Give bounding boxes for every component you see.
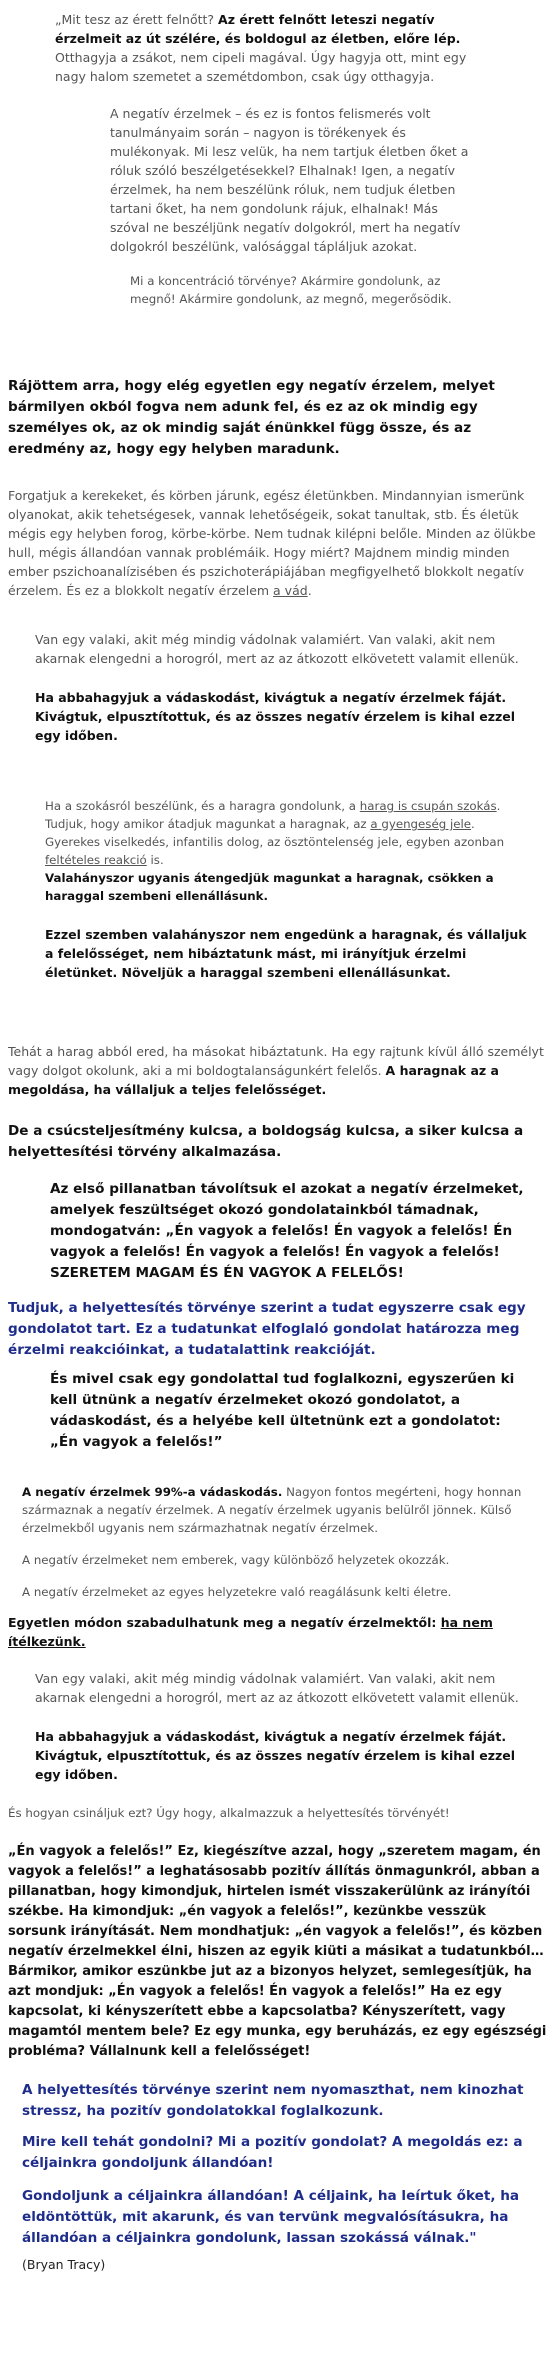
blue-text: határozza meg érzelmi reakcióinkat, a tudatalattink reakcióját. <box>8 1321 520 1358</box>
paragraph-text: . Tudjuk, hogy amikor átadjuk magunkat a haragnak, az <box>45 799 501 831</box>
paragraph: Van egy valaki, akit még mindig vádolnak valamiért. Van valaki, akit nem akarnak elengedni a horogról, mert az az átkozott elkövetett valamit ellenük. <box>35 1671 519 1705</box>
section-heading: De a csúcsteljesítmény kulcsa, a boldogság kulcsa, a siker kulcsa a helyettesítési törvény alkalmazása. <box>8 1123 524 1160</box>
paragraph <box>45 797 530 905</box>
author-line: (Bryan Tracy) <box>22 2257 106 2272</box>
bold-paragraph: És mivel csak egy gondolattal tud foglalkozni, egyszerűen ki kell ütnünk a negatív érzelmeket okozó gondolatot, a vádaskodást, és a helyébe kell ültetnünk ezt a gondolatot: „Én vagyok a felelős!” <box>50 1371 515 1450</box>
bold-text: Ezzel szemben valahányszor nem engedünk a haragnak, és vállaljuk a felelősséget, nem hibáztatunk mást, mi irányítjuk érzelmi életünket. Növeljük a haraggal szembeni ellenállásunkat. <box>45 927 527 980</box>
blue-paragraph <box>8 1298 548 1361</box>
bold-text: Egyetlen módon szabadulhatunk meg a negatív érzelmektől: <box>8 1615 441 1630</box>
paragraph-text: Nagyon fontos megérteni, hogy honnan származnak a negatív érzelmek. A negatív érzelmek ugyanis belülről jönnek. Külső érzelmekből ugyanis nem származhatnak negatív érzelmek. <box>22 1485 522 1535</box>
paragraph-text: Tehát a harag abból ered, ha másokat hibáztatunk. Ha egy rajtunk kívül álló személyt vagy dolgot okolunk, aki a mi boldogtalanságunkért felelős. <box>8 1044 544 1078</box>
quote-text: „Mit tesz az érett felnőtt? <box>55 12 219 27</box>
paragraph-text: . <box>307 583 312 598</box>
link-a-vad[interactable]: a vád <box>273 583 308 598</box>
quote-emphasis: Az érett felnőtt leteszi negatív érzelmeit az út szélére, és boldogul az életben, előre lép. <box>55 12 461 46</box>
bold-paragraph <box>45 925 530 982</box>
paragraph-text: Ha a szokásról beszélünk, és a haragra gondolunk, a <box>45 799 360 813</box>
paragraph: És hogyan csináljuk ezt? Úgy hogy, alkalmazzuk a helyettesítés törvényét! <box>8 1806 450 1820</box>
paragraph: A negatív érzelmeket nem emberek, vagy különböző helyzetek okozzák. <box>22 1553 450 1567</box>
bold-text: Ha abbahagyjuk a vádaskodást, kivágtuk a negatív érzelmek fáját. Kivágtuk, elpusztítottuk, és az összes negatív érzelem is kihal ezzel egy időben. <box>35 1729 516 1782</box>
paragraph: Van egy valaki, akit még mindig vádolnak valamiért. Van valaki, akit nem akarnak elengedni a horogról, mert az az átkozott elkövetett valamit ellenük. <box>35 632 519 666</box>
paragraph-text: Forgatjuk a kerekeket, és körben járunk, egész életünkben. Mindannyian ismerünk olyanokat, akik tehetségesek, vannak lehetőségeik, sokat tanultak, stb. És életük mégis egy helyben forog, körbe-körbe. Nem tudnak kilépni belőle. Minden az ölükbe hull, mégis állandóan vannak problémáik. Hogy miért? Majdnem mindig minden ember pszichoanalízisében és pszichoterápiájában megfigyelhető blokkolt negatív érzelem. És ez a blokkolt negatív érzelem <box>8 488 536 598</box>
bold-paragraph <box>35 1727 540 1784</box>
bold-text: Ha abbahagyjuk a vádaskodást, kivágtuk a negatív érzelmek fáját. Kivágtuk, elpusztítottuk, és az összes negatív érzelem is kihal ezzel egy időben. <box>35 690 516 743</box>
quote-paragraph-1 <box>55 10 480 86</box>
paragraph <box>8 1613 548 1651</box>
paragraph <box>22 1483 548 1537</box>
bold-text: Valahányszor ugyanis átengedjük magunkat a haragnak, csökken a haraggal szembeni ellenállásunk. <box>45 871 494 903</box>
blue-text: Tudjuk, a helyettesítés törvénye szerint a tudat egyszerre csak egy gondolatot tart. Ez a tudatunkat elfoglaló gondolat <box>8 1300 526 1337</box>
bold-text: A negatív érzelmek 99%-a vádaskodás. <box>22 1485 283 1499</box>
paragraph: A negatív érzelmeket az egyes helyzetekre való reagálásunk kelti életre. <box>22 1585 452 1599</box>
quote-paragraph-2: A negatív érzelmek – és ez is fontos felismerés volt tanulmányaim során – nagyon is törékenyek és mulékonyak. Mi lesz velük, ha nem tartjuk életben őket a róluk szóló beszélgetésekkel? Elhalnak! Igen, a negatív érzelmek, ha nem beszélünk róluk, nem tudjuk életben tartani őket, ha nem gondolunk rájuk, elhalnak! Más szóval ne beszéljünk negatív dolgokról, mert ha negatív dolgokról beszélünk, valósággal tápláljuk azokat. <box>110 106 469 254</box>
bold-paragraph: Az első pillanatban távolítsuk el azokat a negatív érzelmeket, amelyek feszültséget okozó gondolatainkból támadnak, mondogatván: „Én vagyok a felelős! Én vagyok a felelős! Én vagyok a felelős! Én vagyok a felelős! Én vagyok a felelős! SZERETEM MAGAM ÉS ÉN VAGYOK A FELELŐS! <box>50 1181 524 1281</box>
link-ha-nem-itelkezunk[interactable]: ha nem ítélkezünk. <box>8 1615 493 1649</box>
bold-paragraph: „Én vagyok a felelős!” Ez, kiegészítve azzal, hogy „szeretem magam, én vagyok a felelős!” a leghatásosabb pozitív állítás önmagunkról, abban a pillanatban, hogy kimondjuk, hirtelen ismét visszakerülünk az irányítói székbe. Ha kimondjuk: „én vagyok a felelős!”, kezünkbe vesszük sorsunk irányítását. Nem mondhatjuk: „én vagyok a felelős!”, és közben negatív érzelmekkel élni, hiszen az egyik kiüti a másikat a tudatunkból… Bármikor, amikor eszünkbe jut az a bizonyos helyzet, semlegesítjük, ha azt mondjuk: „Én vagyok a felelős! Én vagyok a felelős!” Ha ez egy kapcsolat, ki kényszerített ebbe a kapcsolatba? Kényszerített, vagy magamtól mentem bele? Ez egy munka, egy beruházás, ez egy egészségi probléma? Vállalnunk kell a felelősséget! <box>8 1844 547 2059</box>
paragraph-text: . Gyerekes viselkedés, infantilis dolog, az ösztöntelenség jele, egyben azonban <box>45 817 505 849</box>
blue-paragraph: A helyettesítés törvénye szerint nem nyomaszthat, nem kinozhat stressz, ha pozitív gondolatokkal foglalkozunk. <box>22 2082 524 2119</box>
blue-paragraph: Gondoljunk a céljainkra állandóan! A céljaink, ha leírtuk őket, ha eldöntöttük, mit akarunk, és van tervünk megvalósításukra, ha állandóan a céljainkra gondolunk, lassan szokássá válnak." <box>22 2188 520 2246</box>
link-gyengeseg-jele[interactable]: a gyengeség jele <box>370 817 472 831</box>
paragraph-text: is. <box>146 853 164 867</box>
quote-paragraph-3: Mi a koncentráció törvénye? Akármire gondolunk, az megnő! Akármire gondolunk, az megnő, megerősödik. <box>130 274 452 306</box>
section-heading: Rájöttem arra, hogy elég egyetlen egy negatív érzelem, melyet bármilyen okból fogva nem adunk fel, és ez az ok mindig egy személyes ok, az ok mindig saját énünkkel függ össze, és az eredmény az, hogy egy helyben maradunk. <box>8 378 495 457</box>
link-felteteles-reakcio[interactable]: feltételes reakció <box>45 853 147 867</box>
bold-paragraph <box>35 688 540 745</box>
paragraph <box>8 486 548 600</box>
bold-text: A haragnak az a megoldása, ha vállaljuk a teljes felelősséget. <box>8 1063 499 1097</box>
link-harag-szokas[interactable]: harag is csupán szokás <box>359 799 497 813</box>
paragraph <box>8 1042 548 1099</box>
quote-text: Otthagyja a zsákot, nem cipeli magával. Úgy hagyja ott, mint egy nagy halom szemetet a szemétdombon, csak úgy otthagyja. <box>55 50 467 84</box>
blue-paragraph: Mire kell tehát gondolni? Mi a pozitív gondolat? A megoldás ez: a céljainkra gondoljunk állandóan! <box>22 2134 523 2171</box>
